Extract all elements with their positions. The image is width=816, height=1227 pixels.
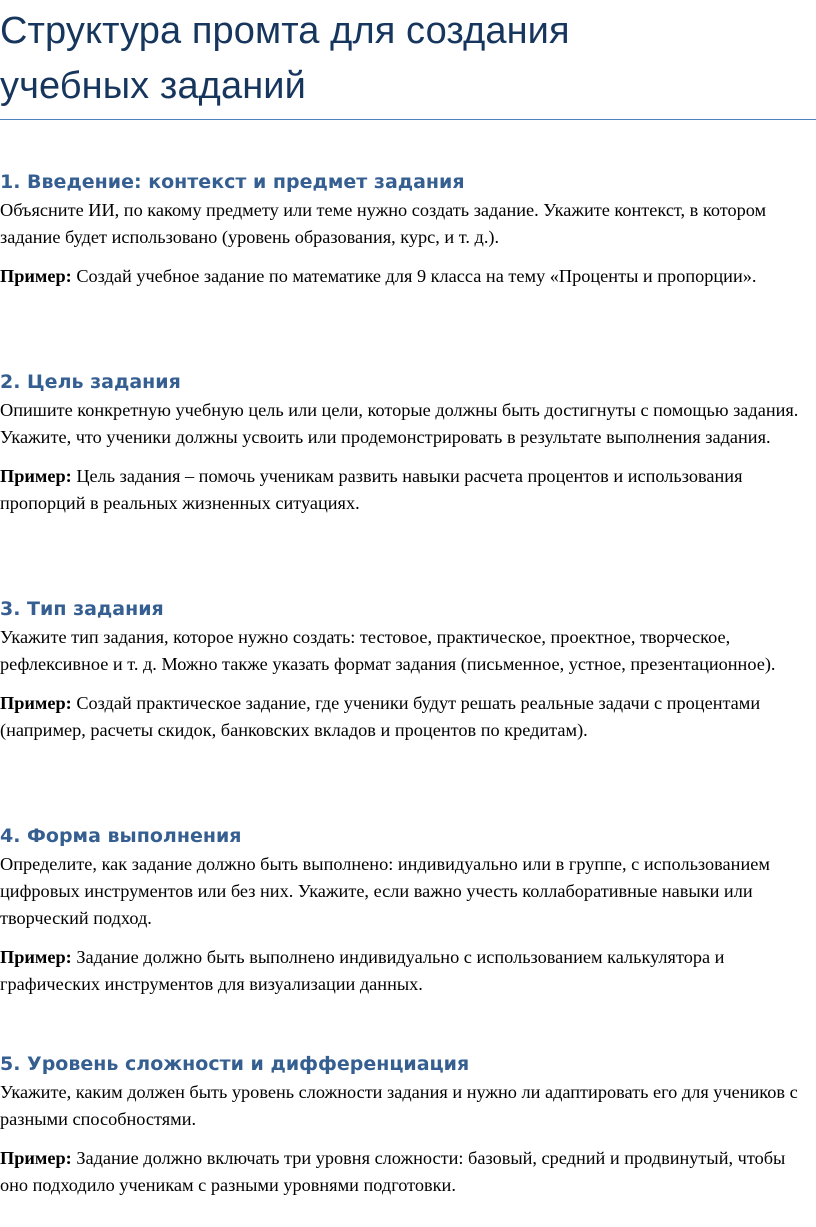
example-text: Задание должно включать три уровня сложности: базовый, средний и продвинутый, чтобы оно подходило ученикам с разными уровнями подготовки.	[0, 1148, 786, 1195]
document-title	[0, 4, 800, 114]
section-example	[0, 944, 812, 998]
title-line-2: учебных заданий	[0, 65, 306, 107]
title-line-1: Структура промта для создания	[0, 10, 570, 52]
example-label: Пример:	[0, 1148, 72, 1168]
example-text: Задание должно быть выполнено индивидуально с использованием калькулятора и графических инструментов для визуализации данных.	[0, 947, 725, 994]
section-task-type	[0, 595, 812, 744]
section-difficulty	[0, 1050, 812, 1199]
example-label: Пример:	[0, 266, 72, 286]
example-label: Пример:	[0, 947, 72, 967]
section-body: Объясните ИИ, по какому предмету или теме нужно создать задание. Укажите контекст, в котором задание будет использовано (уровень образования, курс, и т. д.).	[0, 200, 767, 247]
example-text: Создай учебное задание по математике для 9 класса на тему «Проценты и пропорции».	[76, 266, 757, 286]
section-example	[0, 463, 812, 517]
section-introduction	[0, 168, 812, 290]
section-body: Опишите конкретную учебную цель или цели, которые должны быть достигнуты с помощью задания. Укажите, что ученики должны усвоить или продемонстрировать в результате выполнения задания.	[0, 400, 799, 447]
section-heading: 4. Форма выполнения	[0, 825, 242, 847]
section-heading: 3. Тип задания	[0, 598, 164, 620]
section-body: Укажите тип задания, которое нужно создать: тестовое, практическое, проектное, творческое, рефлексивное и т. д. Можно также указать формат задания (письменное, устное, презентационное).	[0, 627, 776, 674]
example-label: Пример:	[0, 466, 72, 486]
section-heading: 2. Цель задания	[0, 371, 181, 393]
section-heading: 1. Введение: контекст и предмет задания	[0, 171, 465, 193]
section-body: Укажите, каким должен быть уровень сложности задания и нужно ли адаптировать его для учеников с разными способностями.	[0, 1082, 798, 1129]
title-divider	[0, 119, 816, 120]
section-example	[0, 1145, 812, 1199]
section-goal	[0, 368, 812, 517]
section-example	[0, 263, 812, 290]
example-text: Цель задания – помочь ученикам развить навыки расчета процентов и использования пропорций в реальных жизненных ситуациях.	[0, 466, 743, 513]
example-text: Создай практическое задание, где ученики будут решать реальные задачи с процентами (например, расчеты скидок, банковских вкладов и процентов по кредитам).	[0, 693, 761, 740]
section-example	[0, 690, 812, 744]
example-label: Пример:	[0, 693, 72, 713]
section-execution-form	[0, 822, 812, 998]
section-body: Определите, как задание должно быть выполнено: индивидуально или в группе, с использованием цифровых инструментов или без них. Укажите, если важно учесть коллаборативные навыки или творческий подход.	[0, 854, 770, 928]
section-heading: 5. Уровень сложности и дифференциация	[0, 1053, 470, 1075]
